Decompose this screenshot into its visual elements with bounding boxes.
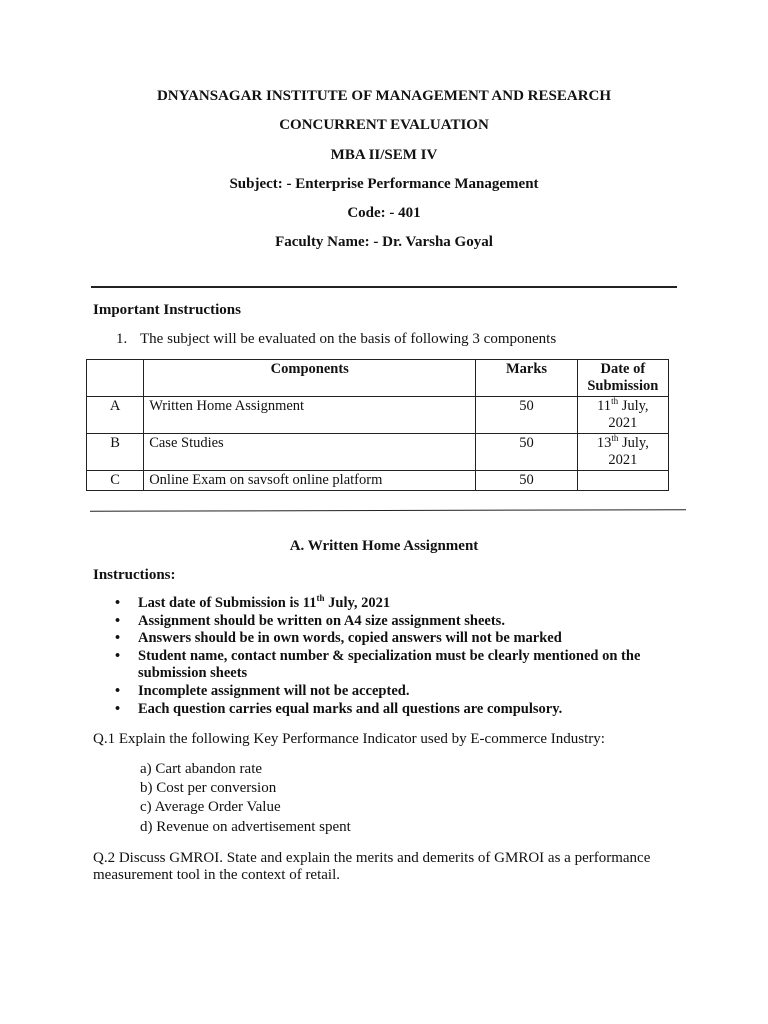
date-suffix: th — [611, 396, 619, 407]
date-day: 11 — [597, 398, 612, 414]
bullet-text: July, 2021 — [324, 595, 391, 611]
header-marks: Marks — [476, 360, 577, 397]
section-divider — [90, 509, 686, 512]
date-rest: July, 2021 — [608, 435, 649, 468]
date-rest: July, 2021 — [608, 398, 649, 431]
row-component: Online Exam on savsoft online platform — [144, 471, 476, 491]
row-id: A — [87, 397, 144, 434]
components-table — [86, 359, 669, 491]
row-marks: 50 — [476, 471, 577, 491]
row-component: Case Studies — [144, 434, 476, 471]
important-instructions-title: Important Instructions — [93, 302, 241, 318]
bullet-sup: th — [316, 593, 325, 604]
row-date — [577, 471, 668, 491]
row-date — [577, 434, 668, 471]
header-id-cell — [87, 360, 144, 397]
header-date: Date of Submission — [577, 360, 668, 397]
list-item: • Each question carries equal marks and all questions are compulsory. — [93, 701, 683, 719]
kpi-item: a) Cart abandon rate — [140, 761, 263, 777]
list-item: • Incomplete assignment will not be accepted. — [93, 683, 683, 701]
table-row — [87, 434, 669, 471]
instruction-text: The subject will be evaluated on the basis of following 3 components — [140, 331, 557, 347]
row-marks: 50 — [476, 397, 577, 434]
list-item — [93, 595, 683, 613]
list-item: • Assignment should be written on A4 size assignment sheets. — [93, 613, 683, 631]
row-marks: 50 — [476, 434, 577, 471]
header-components: Components — [144, 360, 476, 397]
kpi-item: b) Cost per conversion — [140, 780, 277, 796]
row-id: B — [87, 434, 144, 471]
header-divider — [91, 286, 677, 288]
list-item: • Answers should be in own words, copied answers will not be marked — [93, 630, 683, 648]
date-day: 13 — [596, 435, 612, 451]
table-row — [87, 397, 669, 434]
section-a-title: A. Written Home Assignment — [289, 538, 479, 554]
question-2: Q.2 Discuss GMROI. State and explain the merits and demerits of GMROI as a performance measurement tool in the context of retail. — [93, 850, 651, 883]
institute-name: DNYANSAGAR INSTITUTE OF MANAGEMENT AND RESEARCH — [156, 88, 612, 104]
date-suffix: th — [611, 433, 619, 444]
row-date — [577, 397, 668, 434]
faculty-label: Faculty Name: - Dr. Varsha Goyal — [275, 234, 493, 250]
code-label: Code: - 401 — [347, 205, 421, 221]
table-row — [87, 471, 669, 491]
program-label: MBA II/SEM IV — [330, 147, 438, 163]
row-component: Written Home Assignment — [144, 397, 476, 434]
list-item: • Student name, contact number & specialization must be clearly mentioned on the submission sheets — [93, 648, 683, 683]
row-id: C — [87, 471, 144, 491]
instructions-list — [93, 595, 683, 718]
kpi-item: d) Revenue on advertisement spent — [140, 819, 351, 835]
instructions-label: Instructions: — [93, 567, 176, 583]
subject-label: Subject: - Enterprise Performance Management — [229, 176, 539, 192]
instruction-number: 1. — [116, 331, 128, 347]
kpi-item: c) Average Order Value — [140, 799, 281, 815]
question-1: Q.1 Explain the following Key Performance Indicator used by E-commerce Industry: — [93, 731, 605, 747]
bullet-text: Last date of Submission is 11 — [138, 595, 317, 611]
table-header-row — [87, 360, 669, 397]
evaluation-title: CONCURRENT EVALUATION — [279, 117, 489, 133]
